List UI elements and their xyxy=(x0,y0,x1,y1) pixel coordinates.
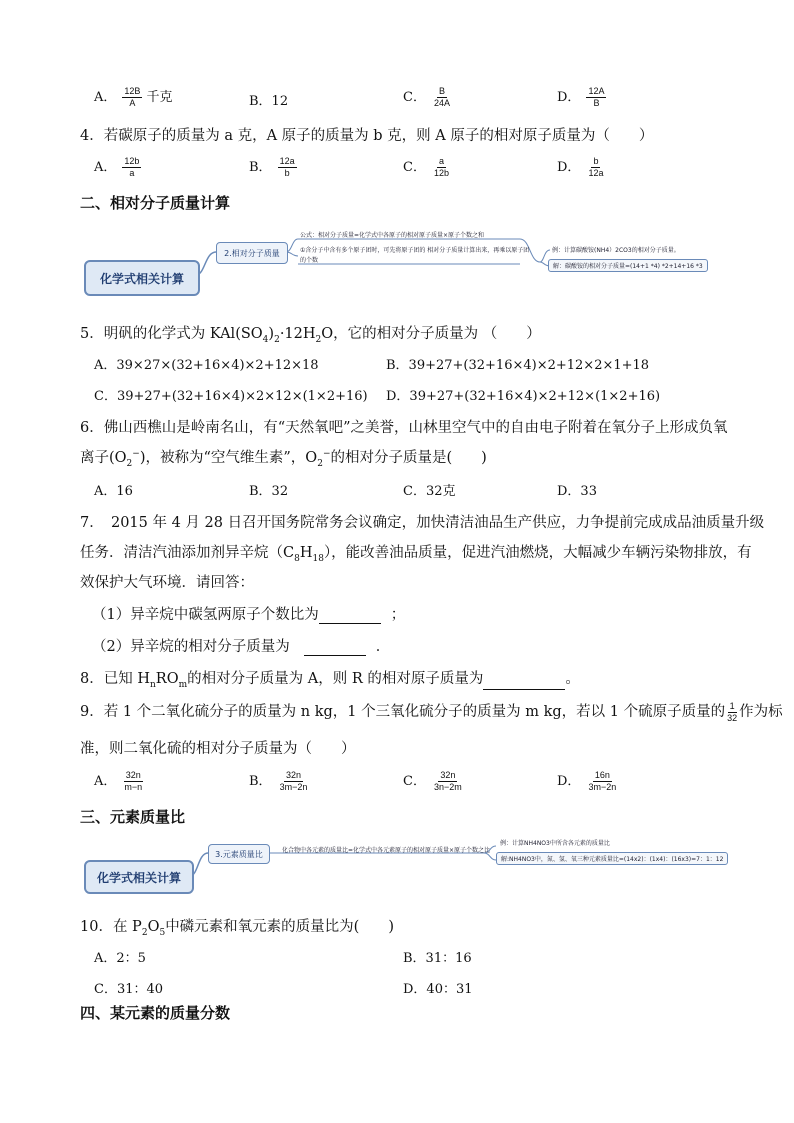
subscript: 5 xyxy=(159,927,166,938)
subscript: 2 xyxy=(317,458,323,469)
question-4-text: 4．若碳原子的质量为 a 克，A 原子的质量为 b 克，则 A 原子的相对原子质量为（ ） xyxy=(80,128,654,144)
mindmap-1-note-1: ①含分子中含有多个原子团时，可先将原子团的 相对分子质量计算出来，再乘以原子团 xyxy=(300,247,530,254)
text: ·12H xyxy=(279,326,316,342)
numerator: 12B xyxy=(124,86,141,96)
text: （2）异辛烷的相对分子质量为 xyxy=(92,639,290,655)
mindmap-2-solution: 解:NH4NO3中，氮、氢、氧三种元素质量比=(14x2)：(1x4)：(16x3)=7：1：12 xyxy=(496,852,728,865)
denominator: 32 xyxy=(727,712,738,723)
subscript: 18 xyxy=(312,553,324,564)
text: 10．在 P xyxy=(80,919,142,935)
option-label: A． xyxy=(94,160,117,175)
text: 作为标 xyxy=(739,704,783,720)
q10-option-d: D．40：31 xyxy=(403,982,473,997)
option-label: D． xyxy=(557,90,581,105)
text: 中磷元素和氧元素的质量比为( ) xyxy=(165,919,395,935)
numerator: B xyxy=(438,86,445,96)
mindmap-1-solution: 解：碳酸铵的相对分子质量=(14+1 *4) *2+14+16 *3 xyxy=(548,259,708,272)
superscript: − xyxy=(132,449,140,460)
denominator: A xyxy=(129,98,136,108)
denominator: m−n xyxy=(124,782,143,792)
text: ． xyxy=(375,639,391,655)
denominator: B xyxy=(593,98,600,108)
subscript: 4 xyxy=(262,334,269,345)
denominator: 3m−2n xyxy=(588,782,617,792)
mindmap-2-example: 例：计算NH4NO3中所含各元素的质量比 xyxy=(500,840,610,847)
text: 。 xyxy=(565,671,580,687)
subscript: 2 xyxy=(141,927,148,938)
text: O，它的相对分子质量为 （ ） xyxy=(321,326,541,342)
q5-option-a: A．39×27×(32+16×4)×2+12×18 xyxy=(94,358,319,373)
option-label: B． xyxy=(249,774,272,789)
q6-option-c: C．32克 xyxy=(403,484,456,499)
mindmap-1-example: 例：计算碳酸铵(NH4）2CO3的相对分子质量。 xyxy=(552,247,680,254)
numerator: 16n xyxy=(594,770,610,780)
option-label: D． xyxy=(557,160,581,175)
denominator: a xyxy=(129,168,135,178)
unit: 千克 xyxy=(146,90,173,105)
mindmap-2-node: 3.元素质量比 xyxy=(208,844,270,864)
text: 5．明矾的化学式为 KAl(SO xyxy=(80,326,263,342)
text: ) xyxy=(268,326,275,342)
section-heading-2: 二、相对分子质量计算 xyxy=(80,194,231,212)
text: 9．若 1 个二氧化硫分子的质量为 n kg，1 个三氧化硫分子的质量为 m kg，若以 1 个硫原子质量的 xyxy=(80,704,726,720)
text: ），能改善油品质量，促进汽油燃烧，大幅减少车辆污染物排放，有 xyxy=(323,545,752,561)
option-label: A． xyxy=(94,774,117,789)
q5-option-c: C．39+27+(32+16×4)×2×12×(1×2+16) xyxy=(94,389,368,404)
q5-option-d: D．39+27+(32+16×4)×2+12×(1×2+16) xyxy=(386,389,661,404)
q5-option-b: B．39+27+(32+16×4)×2+12×2×1+18 xyxy=(386,358,650,373)
numerator: b xyxy=(593,156,599,166)
numerator: 1 xyxy=(729,700,735,711)
text: RO xyxy=(155,671,179,687)
q6-option-b: B．32 xyxy=(249,484,289,499)
subscript: 8 xyxy=(294,553,300,564)
numerator: 12a xyxy=(279,156,295,166)
question-9-line-2: 准，则二氧化硫的相对分子质量为（ ） xyxy=(80,741,356,757)
denominator: 24A xyxy=(433,98,450,108)
q3-option-b: B．12 xyxy=(249,94,289,109)
text: 离子(O xyxy=(80,450,127,466)
denominator: 12a xyxy=(588,168,604,178)
mindmap-1-node: 2.相对分子质量 xyxy=(216,242,288,264)
question-7-line-3: 效保护大气环境．请回答： xyxy=(80,575,254,591)
denominator: 3m−2n xyxy=(279,782,308,792)
option-label: C． xyxy=(403,774,426,789)
option-label: C． xyxy=(403,90,426,105)
numerator: 12b xyxy=(124,156,140,166)
text: 8．已知 H xyxy=(80,671,150,687)
text: O xyxy=(147,919,160,935)
q10-option-a: A．2：5 xyxy=(94,951,146,966)
superscript: − xyxy=(322,449,331,460)
text: 任务．清洁汽油添加剂异辛烷（C xyxy=(80,545,295,561)
denominator: 12b xyxy=(433,168,449,178)
option-label: D． xyxy=(557,774,581,789)
text: 的相对分子质量是( ) xyxy=(330,450,487,466)
section-heading-3: 三、元素质量比 xyxy=(80,808,186,826)
q6-option-d: D．33 xyxy=(557,484,597,499)
option-label: B． xyxy=(249,160,272,175)
question-7-line-1: 7． 2015 年 4 月 28 日召开国务院常务会议确定，加快清洁油品生产供应，力争提前完成成品油质量升级 xyxy=(80,515,765,531)
q10-option-b: B．31：16 xyxy=(403,951,472,966)
subscript: n xyxy=(149,679,156,690)
numerator: a xyxy=(438,156,444,166)
q10-option-c: C．31：40 xyxy=(94,982,164,997)
text: （1）异辛烷中碳氢两原子个数比为 xyxy=(92,607,319,623)
subscript: m xyxy=(178,679,188,690)
text: H xyxy=(299,545,313,561)
numerator: 32n xyxy=(125,770,141,780)
option-label: C． xyxy=(403,160,426,175)
subscript: 2 xyxy=(274,334,280,345)
text: )，被称为“空气维生素”，O xyxy=(139,450,318,466)
option-label: A． xyxy=(94,90,117,105)
numerator: 32n xyxy=(440,770,456,780)
subscript: 2 xyxy=(315,334,322,345)
mindmap-1-root: 化学式相关计算 xyxy=(84,260,200,296)
section-heading-4: 四、某元素的质量分数 xyxy=(80,1004,231,1022)
subscript: 2 xyxy=(126,458,133,469)
denominator: 3n−2m xyxy=(433,782,462,792)
q6-option-a: A．16 xyxy=(94,484,133,499)
text: ； xyxy=(390,607,406,623)
text: 的相对分子质量为 A，则 R 的相对原子质量为 xyxy=(187,671,484,687)
numerator: 32n xyxy=(285,770,301,780)
question-6-line-1: 6．佛山西樵山是岭南名山，有“天然氧吧”之美誉，山林里空气中的自由电子附着在氧分子上形成负氧 xyxy=(80,420,728,436)
mindmap-2-root: 化学式相关计算 xyxy=(84,860,194,894)
mindmap-1-formula: 公式：相对分子质量=化学式中各原子的相对原子质量×原子个数之和 xyxy=(300,232,485,239)
denominator: b xyxy=(284,168,290,178)
mindmap-2-formula: 化合物中各元素的质量比=化学式中各元素原子的相对原子质量×原子个数之比 xyxy=(282,847,491,854)
question-10-text xyxy=(80,915,394,938)
numerator: 12A xyxy=(588,86,605,96)
mindmap-1-note-2: 的个数 xyxy=(300,257,319,264)
